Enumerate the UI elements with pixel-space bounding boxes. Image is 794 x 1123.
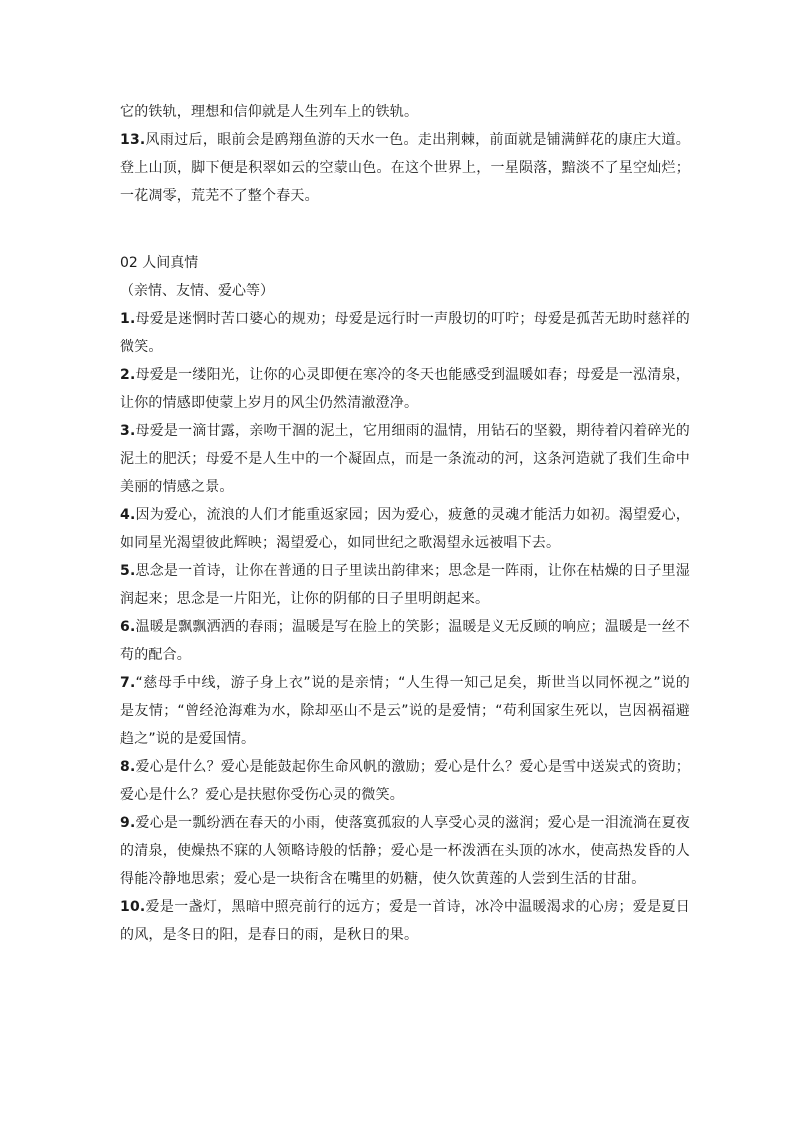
item-number: 1.	[120, 311, 136, 327]
item-text: 爱心是一瓢纷洒在春天的小雨，使落寞孤寂的人享受心灵的滋润；爱心是一泪流淌在夏夜的清泉，使燥热不寐的人领略诗般的恬静；爱心是一杯泼洒在头顶的冰水，使高热发昏的人得能冷静地思索；爱心是一块衔含在嘴里的奶糖，使久饮黄莲的人尝到生活的甘甜。	[120, 815, 690, 887]
item-number: 6.	[120, 619, 136, 635]
item-number: 5.	[120, 563, 136, 579]
paragraph-number: 13.	[120, 132, 146, 148]
list-item	[120, 305, 690, 361]
list-item	[120, 557, 690, 613]
item-text: 因为爱心，流浪的人们才能重返家园；因为爱心，疲惫的灵魂才能活力如初。渴望爱心，如同星光渴望彼此辉映；渴望爱心，如同世纪之歌渴望永远被唱下去。	[120, 507, 690, 551]
item-text: 母爱是迷惘时苦口婆心的规劝；母爱是远行时一声殷切的叮咛；母爱是孤苦无助时慈祥的微笑。	[120, 311, 690, 355]
document-page	[120, 98, 690, 949]
list-item	[120, 809, 690, 893]
paragraph-text: 它的铁轨，理想和信仰就是人生列车上的铁轨。	[120, 104, 419, 120]
list-item	[120, 669, 690, 753]
item-number: 7.	[120, 675, 136, 691]
list-item	[120, 417, 690, 501]
list-item	[120, 501, 690, 557]
list-item	[120, 893, 690, 949]
item-text: “慈母手中线，游子身上衣”说的是亲情；“人生得一知己足矣，斯世当以同怀视之”说的是友情；“曾经沧海难为水，除却巫山不是云”说的是爱情；“苟利国家生死以，岂因祸福避趋之”说的是爱国情。	[120, 675, 690, 747]
item-text: 母爱是一缕阳光，让你的心灵即便在寒冷的冬天也能感受到温暖如春；母爱是一泓清泉，让你的情感即使蒙上岁月的风尘仍然清澈澄净。	[120, 367, 690, 411]
item-number: 3.	[120, 423, 136, 439]
section-spacer	[120, 210, 690, 249]
item-number: 9.	[120, 815, 136, 831]
item-number: 10.	[120, 899, 146, 915]
section-subtitle: （亲情、友情、爱心等）	[120, 283, 274, 299]
item-number: 2.	[120, 367, 136, 383]
item-text: 爱心是什么？爱心是能鼓起你生命风帆的激励；爱心是什么？爱心是雪中送炭式的资助；爱心是什么？爱心是扶慰你受伤心灵的微笑。	[120, 759, 690, 803]
paragraph-13	[120, 126, 690, 210]
item-text: 温暖是飘飘洒洒的春雨；温暖是写在脸上的笑影；温暖是义无反顾的响应；温暖是一丝不苟的配合。	[120, 619, 690, 663]
item-number: 8.	[120, 759, 136, 775]
section-title: 02 人间真情	[120, 255, 199, 271]
list-item	[120, 361, 690, 417]
item-number: 4.	[120, 507, 136, 523]
item-text: 思念是一首诗，让你在普通的日子里读出韵律来；思念是一阵雨，让你在枯燥的日子里湿润起来；思念是一片阳光，让你的阴郁的日子里明朗起来。	[120, 563, 690, 607]
paragraph-text: 风雨过后，眼前会是鸥翔鱼游的天水一色。走出荆棘，前面就是铺满鲜花的康庄大道。登上山顶，脚下便是积翠如云的空蒙山色。在这个世界上，一星陨落，黯淡不了星空灿烂；一花凋零，荒芜不了整个春天。	[120, 132, 690, 204]
item-text: 母爱是一滴甘露，亲吻干涸的泥土，它用细雨的温情，用钻石的坚毅，期待着闪着碎光的泥土的肥沃；母爱不是人生中的一个凝固点，而是一条流动的河，这条河造就了我们生命中美丽的情感之景。	[120, 423, 690, 495]
item-text: 爱是一盏灯，黑暗中照亮前行的远方；爱是一首诗，冰冷中温暖渴求的心房；爱是夏日的风，是冬日的阳，是春日的雨，是秋日的果。	[120, 899, 690, 943]
list-item	[120, 753, 690, 809]
list-item	[120, 613, 690, 669]
paragraph-continuation	[120, 98, 690, 126]
